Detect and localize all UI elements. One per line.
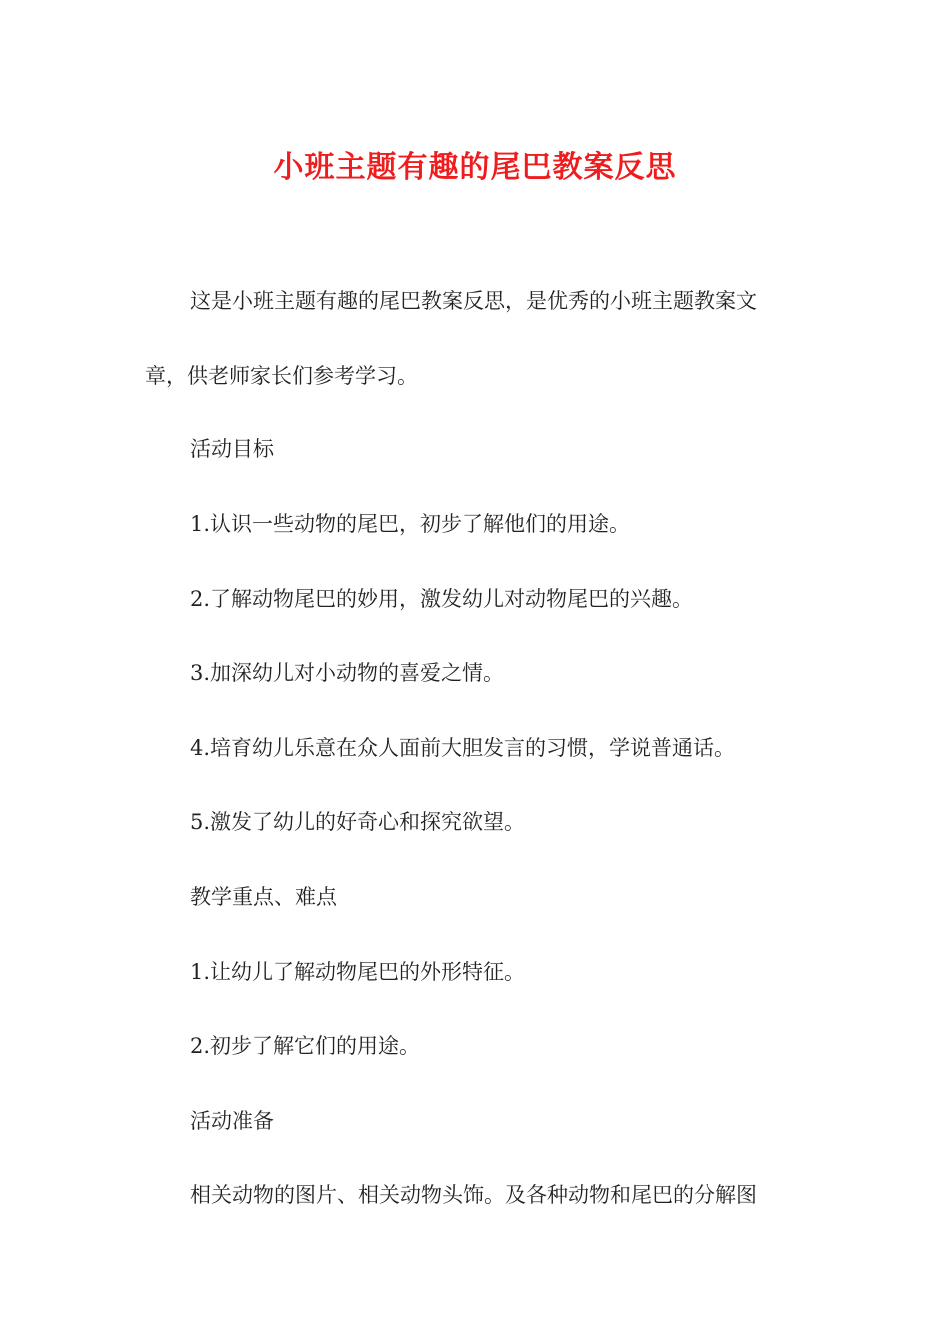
goal-item-4: 4.培育幼儿乐意在众人面前大胆发言的习惯，学说普通话。	[190, 736, 736, 760]
focus-item-1: 1.让幼儿了解动物尾巴的外形特征。	[190, 960, 526, 984]
document-title: 小班主题有趣的尾巴教案反思	[273, 150, 677, 185]
intro-paragraph-line-2: 章，供老师家长们参考学习。	[145, 364, 418, 388]
goal-item-2: 2.了解动物尾巴的妙用，激发幼儿对动物尾巴的兴趣。	[190, 587, 694, 611]
section-heading-focus: 教学重点、难点	[190, 885, 337, 909]
focus-item-2: 2.初步了解它们的用途。	[190, 1034, 421, 1058]
section-heading-prep: 活动准备	[190, 1109, 274, 1133]
intro-paragraph-line-1: 这是小班主题有趣的尾巴教案反思，是优秀的小班主题教案文	[190, 289, 757, 313]
prep-paragraph-line-1: 相关动物的图片、相关动物头饰。及各种动物和尾巴的分解图	[190, 1183, 757, 1207]
section-heading-goals: 活动目标	[190, 437, 274, 461]
goal-item-5: 5.激发了幼儿的好奇心和探究欲望。	[190, 810, 526, 834]
goal-item-1: 1.认识一些动物的尾巴，初步了解他们的用途。	[190, 512, 631, 536]
goal-item-3: 3.加深幼儿对小动物的喜爱之情。	[190, 661, 505, 685]
